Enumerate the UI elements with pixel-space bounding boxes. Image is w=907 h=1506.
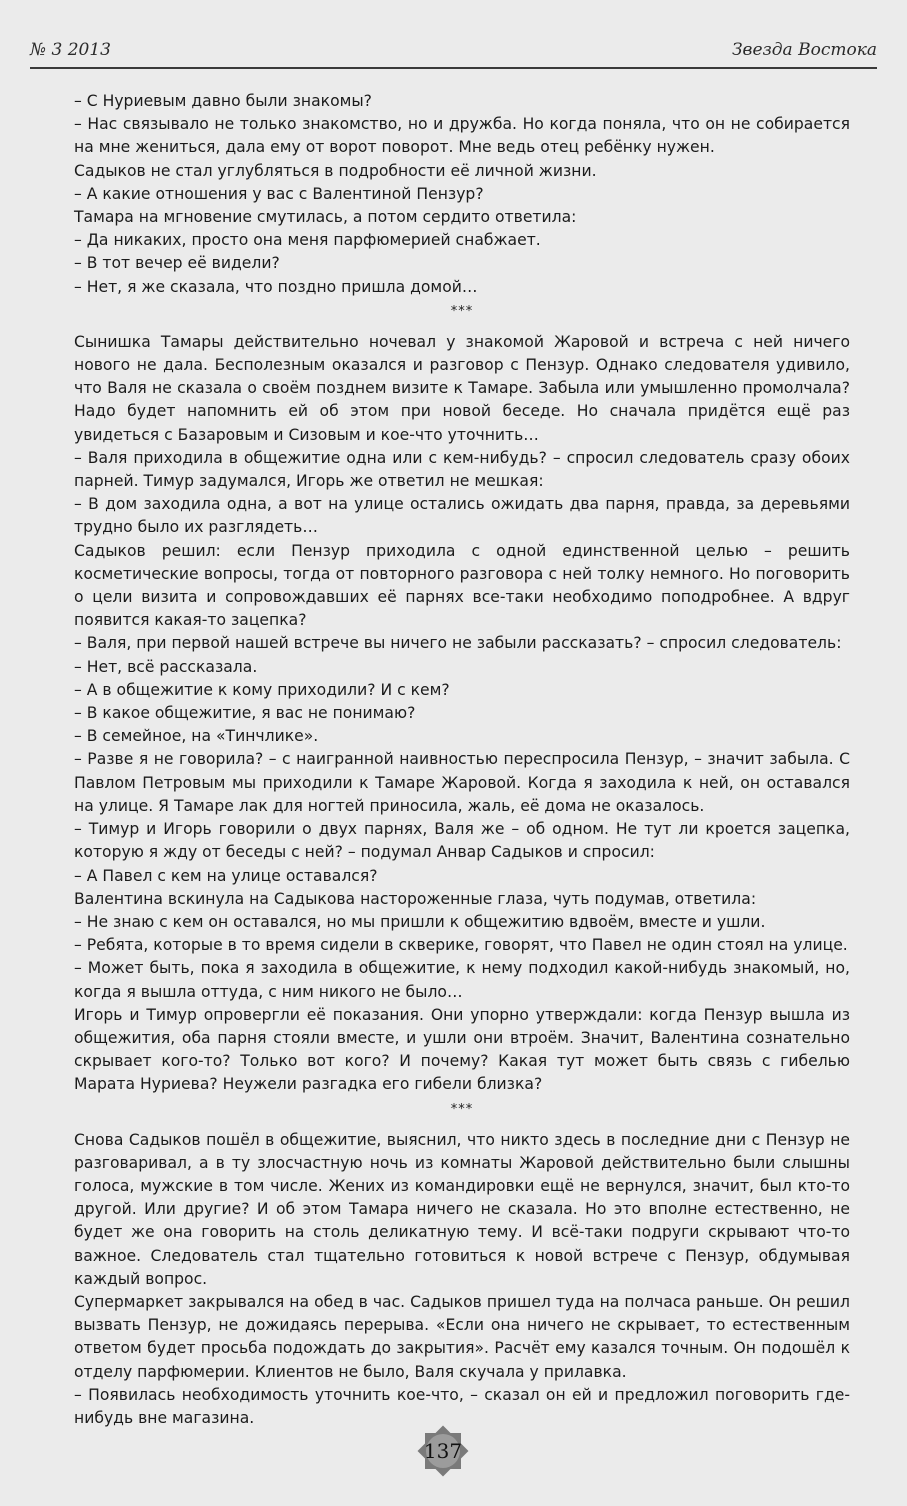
paragraph: – Нет, всё рассказала.	[74, 657, 258, 676]
paragraph: – Да никаких, просто она меня парфюмерией снабжает.	[74, 231, 541, 250]
paragraph: Садыков не стал углубляться в подробности её личной жизни.	[74, 161, 597, 180]
paragraph: – Валя приходила в общежитие одна или с кем-нибудь? – спросил следователь сразу обоих парней. Тимур задумался, Игорь же ответил не мешкая:	[74, 448, 850, 491]
paragraph: Игорь и Тимур опровергли её показания. Они упорно утверждали: когда Пензур вышла из общежития, оба парня стояли вместе, и ушли они втроём. Значит, Валентина сознательно скрывает кого-то? Только вот кого? И почему? Какая тут может быть связь с гибелью Марата Нуриева? Неужели разгадка его гибели близка?	[74, 1005, 850, 1094]
paragraph: – Валя, при первой нашей встрече вы ничего не забыли рассказать? – спросил следователь:	[74, 634, 842, 653]
paragraph: Сынишка Тамары действительно ночевал у знакомой Жаровой и встреча с ней ничего нового не дала. Бесполезным оказался и разговор с Пензур. Однако следователя удивило, что Валя не сказала о своём позднем визите к Тамаре. Забыла или умышленно промолчала? Надо будет напомнить ей об этом при новой беседе. Но сначала придётся ещё раз увидеться с Базаровым и Сизовым и кое-что уточнить…	[74, 332, 850, 444]
paragraph: – Нет, я же сказала, что поздно пришла домой…	[74, 277, 478, 296]
journal-title: Звезда Востока	[731, 40, 877, 60]
paragraph: – Может быть, пока я заходила в общежитие, к нему подходил какой-нибудь знакомый, но, когда я вышла оттуда, с ним никого не было…	[74, 959, 850, 1001]
paragraph: – В дом заходила одна, а вот на улице остались ожидать два парня, правда, за деревьями трудно было их разглядеть…	[74, 495, 850, 537]
paragraph: – С Нуриевым давно были знакомы?	[74, 92, 372, 110]
section-separator: ***	[450, 303, 474, 319]
article-body	[74, 90, 850, 1430]
paragraph: – Разве я не говорила? – с наигранной наивностью переспросила Пензур, – значит забыла. С Павлом Петровым мы приходили к Тамаре Жаровой. Когда я заходила к ней, он оставался на улице. Я Тамаре лак для ногтей приносила, жаль, её дома не оказалось.	[74, 750, 850, 815]
paragraph: – Появилась необходимость уточнить кое-что, – сказал он ей и предложил поговорить где-нибудь вне магазина.	[74, 1385, 850, 1427]
paragraph: – В тот вечер её видели?	[74, 254, 280, 273]
paragraph: Супермаркет закрывался на обед в час. Садыков пришел туда на полчаса раньше. Он решил вызвать Пензур, не дожидаясь перерыва. «Если она ничего не скрывает, то естественным ответом будет просьба подождать до закрытия». Расчёт ему казался точным. Он подошёл к отделу парфюмерии. Клиентов не было, Валя скучала у прилавка.	[74, 1292, 850, 1381]
paragraph: – А какие отношения у вас с Валентиной Пензур?	[74, 184, 484, 203]
paragraph: – Не знаю с кем он оставался, но мы пришли к общежитию вдвоём, вместе и ушли.	[74, 912, 766, 931]
paragraph: – В какое общежитие, я вас не понимаю?	[74, 704, 416, 723]
running-header	[30, 40, 877, 70]
paragraph: – В семейное, на «Тинчлике».	[74, 727, 319, 746]
paragraph: – А Павел с кем на улице оставался?	[74, 866, 378, 885]
page-number-badge	[415, 1423, 471, 1479]
paragraph: – Нас связывало не только знакомство, но и дружба. Но когда поняла, что он не собирается на мне жениться, дала ему от ворот поворот. Мне ведь отец ребёнку нужен.	[74, 115, 850, 157]
paragraph: Садыков решил: если Пензур приходила с одной единственной целью – решить косметические вопросы, тогда от повторного разговора с ней толку немного. Но поговорить о цели визита и сопровождавших её парнях все-таки необходимо поподробнее. А вдруг появится какая-то зацепка?	[74, 541, 850, 630]
page-number: 137	[423, 1439, 463, 1463]
section-separator: ***	[450, 1101, 474, 1117]
paragraph: Валентина вскинула на Садыкова настороженные глаза, чуть подумав, ответила:	[74, 889, 757, 908]
paragraph: – Ребята, которые в то время сидели в скверике, говорят, что Павел не один стоял на улице.	[74, 936, 848, 955]
paragraph: Снова Садыков пошёл в общежитие, выяснил, что никто здесь в последние дни с Пензур не разговаривал, а в ту злосчастную ночь из комнаты Жаровой действительно были слышны голоса, мужские в том числе. Жених из командировки ещё не вернулся, значит, был кто-то другой. Или другие? И об этом Тамара ничего не сказала. Но это вполне естественно, не будет же она говорить на столь деликатную тему. И всё-таки подруги скрывают что-то важное. Следователь стал тщательно готовиться к новой встрече с Пензур, обдумывая каждый вопрос.	[74, 1130, 850, 1288]
paragraph: Тамара на мгновение смутилась, а потом сердито ответила:	[74, 208, 577, 227]
issue-number: № 3 2013	[30, 40, 111, 60]
paragraph: – А в общежитие к кому приходили? И с кем?	[74, 680, 450, 699]
header-rule	[30, 67, 877, 69]
paragraph: – Тимур и Игорь говорили о двух парнях, Валя же – об одном. Не тут ли кроется зацепка, которую я жду от беседы с ней? – подумал Анвар Садыков и спросил:	[74, 820, 850, 862]
